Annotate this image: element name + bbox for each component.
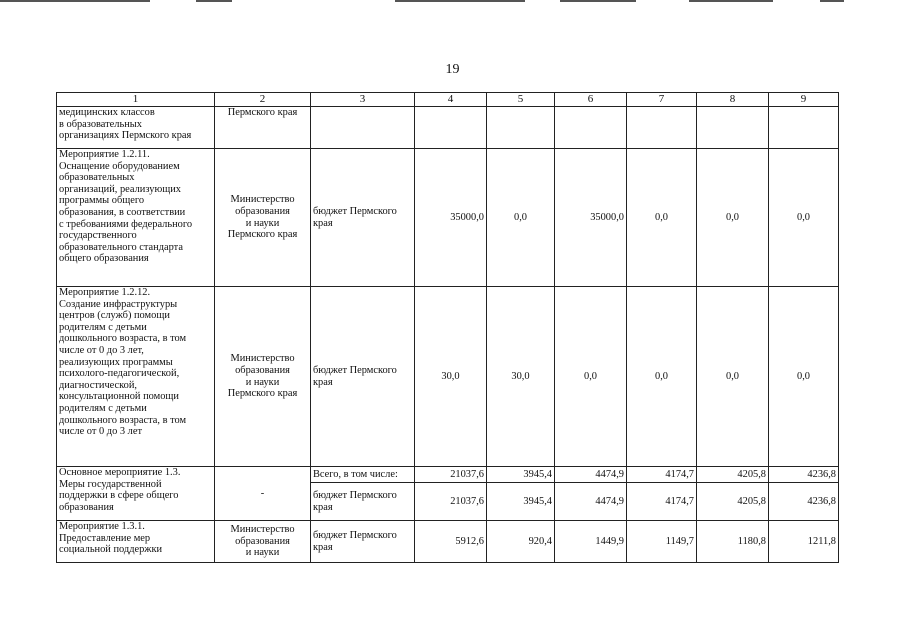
value-cell: 35000,0 [415,149,487,287]
text-line: поддержки в сфере общего [59,490,179,502]
scan-edge-line [196,0,232,2]
column-number: 1 [57,93,215,107]
value-cell: 4205,8 [697,467,769,483]
text-line: родителям с детьми [59,321,147,333]
column-number: 8 [697,93,769,107]
column-number-row [57,93,839,107]
text-line: Предоставление мер [59,532,151,544]
source-cell [311,483,415,521]
text-line: числе от 0 до 3 лет [59,426,142,438]
text-line: социальной поддержки [59,544,163,556]
text-line: Оснащение оборудованием [59,160,180,172]
table-row [57,107,839,149]
measure-name-cell [57,521,215,563]
executor-cell [215,287,311,467]
text-line: реализующих программы [59,356,173,368]
text-line: государственного [59,230,137,242]
text-line: края [313,541,333,553]
text-line: диагностической, [59,379,138,391]
text-line: программы общего [59,195,145,207]
value-cell [769,107,839,149]
value-cell: 4236,8 [769,467,839,483]
value-cell: 4474,9 [555,483,627,521]
text-line: родителям с детьми [59,402,147,414]
source-cell [311,467,415,483]
value-cell: 0,0 [555,287,627,467]
text-line: центров (служб) помощи [59,310,170,322]
source-cell [311,521,415,563]
text-line: Мероприятие 1.3.1. [59,521,145,532]
table-row [57,287,839,467]
value-cell: 21037,6 [415,467,487,483]
value-cell: 0,0 [769,287,839,467]
column-number: 3 [311,93,415,107]
text-line: организациях Пермского края [59,130,192,142]
text-line: Меры государственной [59,478,162,490]
table-row [57,149,839,287]
column-number: 9 [769,93,839,107]
measure-name-cell [57,467,215,521]
page-number: 19 [445,62,460,77]
text-line: Всего, в том числе: [313,468,398,480]
value-cell: 1211,8 [769,521,839,563]
text-line: Министерство [230,353,295,365]
text-line: образования [235,364,290,376]
value-cell: 4474,9 [555,467,627,483]
text-line: Министерство [230,524,295,536]
text-line: образовательного стандарта [59,241,183,253]
text-line: общего образования [59,253,149,265]
text-line: Пермского края [227,107,298,118]
source-cell [311,287,415,467]
value-cell: 4236,8 [769,483,839,521]
column-number: 6 [555,93,627,107]
text-line: бюджет Пермского [313,489,397,501]
measure-name-cell [57,287,215,467]
value-cell: 30,0 [487,287,555,467]
table-row [57,467,839,483]
text-line: Основное мероприятие 1.3. [59,467,181,478]
scan-edge-line [0,0,150,2]
text-line: бюджет Пермского [313,205,397,217]
measure-name-cell [57,107,215,149]
scan-edge-line [395,0,525,2]
value-cell: 1180,8 [697,521,769,563]
text-line: Мероприятие 1.2.12. [59,287,151,298]
text-line: края [313,501,333,513]
value-cell: 4174,7 [627,483,697,521]
value-cell: 30,0 [415,287,487,467]
executor-cell [215,521,311,563]
scan-edge-line [560,0,636,2]
value-cell: 4174,7 [627,467,697,483]
executor-cell [215,107,311,149]
text-line: медицинских классов [59,107,155,118]
text-line: консультационной помощи [59,391,179,403]
value-cell: 0,0 [697,287,769,467]
text-line: Пермского края [227,388,298,400]
value-cell: 920,4 [487,521,555,563]
source-cell [311,149,415,287]
text-line: дошкольного возраста, в том [59,333,187,345]
text-line: организаций, реализующих [59,183,181,195]
text-line: образования [235,205,290,217]
value-cell: 0,0 [627,287,697,467]
value-cell [555,107,627,149]
value-cell: 0,0 [487,149,555,287]
column-number: 7 [627,93,697,107]
text-line: края [313,217,333,229]
text-line: психолого-педагогической, [59,368,180,380]
value-cell [487,107,555,149]
value-cell: 0,0 [769,149,839,287]
value-cell: 4205,8 [697,483,769,521]
value-cell: 3945,4 [487,467,555,483]
value-cell [627,107,697,149]
column-number: 5 [487,93,555,107]
value-cell [697,107,769,149]
text-line: образовательных [59,172,135,184]
text-line: с требованиями федерального [59,218,193,230]
text-line: Министерство [230,194,295,206]
text-line: образования [235,535,290,547]
value-cell: 0,0 [627,149,697,287]
text-line: в образовательных [59,118,142,130]
value-cell: 5912,6 [415,521,487,563]
budget-table [56,92,839,563]
text-line: образования [59,501,114,513]
measure-name-cell [57,149,215,287]
value-cell: 3945,4 [487,483,555,521]
text-line: Пермского края [227,229,298,241]
column-number: 4 [415,93,487,107]
source-cell [311,107,415,149]
scan-edge-line [820,0,844,2]
executor-cell [215,149,311,287]
text-line: и науки [245,376,280,388]
text-line: и науки [245,547,280,559]
table-row [57,521,839,563]
text-line: образования, в соответствии [59,206,186,218]
value-cell: 35000,0 [555,149,627,287]
value-cell: 1149,7 [627,521,697,563]
scan-edge-line [689,0,773,2]
value-cell: 1449,9 [555,521,627,563]
text-line: бюджет Пермского [313,529,397,541]
text-line: дошкольного возраста, в том [59,414,187,426]
text-line: бюджет Пермского [313,364,397,376]
column-number: 2 [215,93,311,107]
text-line: числе от 0 до 3 лет, [59,344,144,356]
text-line: края [313,376,333,388]
value-cell: 21037,6 [415,483,487,521]
text-line: Мероприятие 1.2.11. [59,149,150,160]
text-line: и науки [245,217,280,229]
value-cell: 0,0 [697,149,769,287]
value-cell [415,107,487,149]
executor-cell: - [215,467,311,521]
text-line: Создание инфраструктуры [59,298,178,310]
